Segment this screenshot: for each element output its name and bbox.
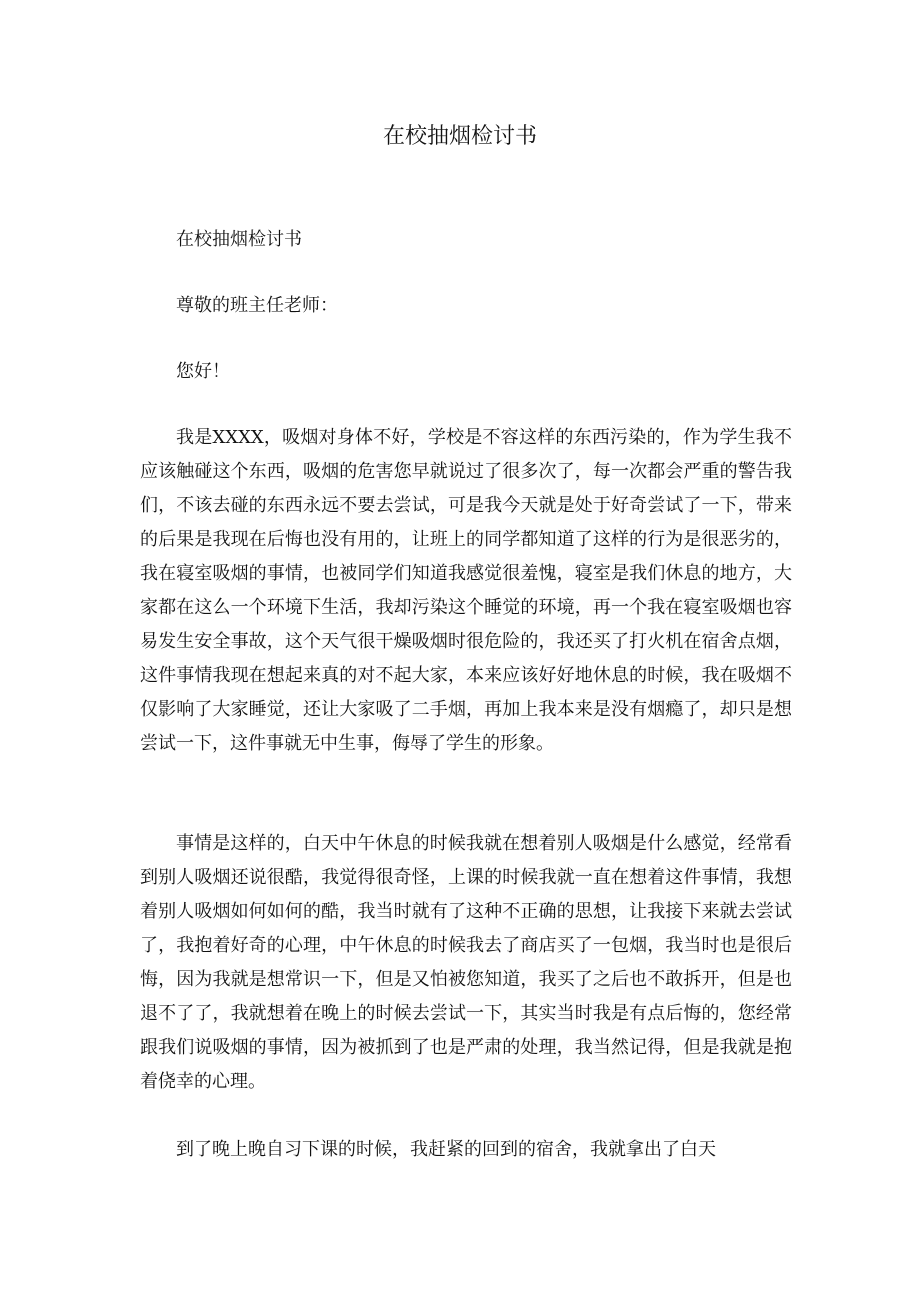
body-paragraph-3: 到了晚上晚自习下课的时候，我赶紧的回到的宿舍，我就拿出了白天 bbox=[176, 1139, 716, 1160]
body-paragraph-1: 我是XXXX，吸烟对身体不好，学校是不容这样的东西污染的，作为学生我不应该触碰这个东西，吸烟的危害您早就说过了很多次了，每一次都会严重的警告我们，不该去碰的东西永远不要去尝试，可是我今天就是处于好奇尝试了一下，带来的后果是我现在后悔也没有用的，让班上的同学都知道了这样的行为是很恶劣的，我在寝室吸烟的事情，也被同学们知道我感觉很羞愧，寝室是我们休息的地方，大家都在这么一个环境下生活，我却污染这个睡觉的环境，再一个我在寝室吸烟也容易发生安全事故，这个天气很干燥吸烟时很危险的，我还买了打火机在宿舍点烟，这件事情我现在想起来真的对不起大家，本来应该好好地休息的时候，我在吸烟不仅影响了大家睡觉，还让大家吸了二手烟，再加上我本来是没有烟瘾了，却只是想尝试一下，这件事就无中生事，侮辱了学生的形象。 bbox=[140, 427, 792, 754]
greeting: 您好！ bbox=[176, 361, 230, 382]
document-subtitle: 在校抽烟检讨书 bbox=[176, 229, 302, 250]
body-paragraph-2: 事情是这样的，白天中午休息的时候我就在想着别人吸烟是什么感觉，经常看到别人吸烟还说很酷，我觉得很奇怪，上课的时候我就一直在想着这件事情，我想着别人吸烟如何如何的酷，我当时就有了这种不正确的思想，让我接下来就去尝试了，我抱着好奇的心理，中午休息的时候我去了商店买了一包烟，我当时也是很后悔，因为我就是想常识一下，但是又怕被您知道，我买了之后也不敢拆开，但是也退不了了，我就想着在晚上的时候去尝试一下，其实当时我是有点后悔的，您经常跟我们说吸烟的事情，因为被抓到了也是严肃的处理，我当然记得，但是我就是抱着侥幸的心理。 bbox=[140, 833, 792, 1092]
salutation: 尊敬的班主任老师： bbox=[176, 295, 338, 316]
document-title: 在校抽烟检讨书 bbox=[382, 124, 537, 149]
